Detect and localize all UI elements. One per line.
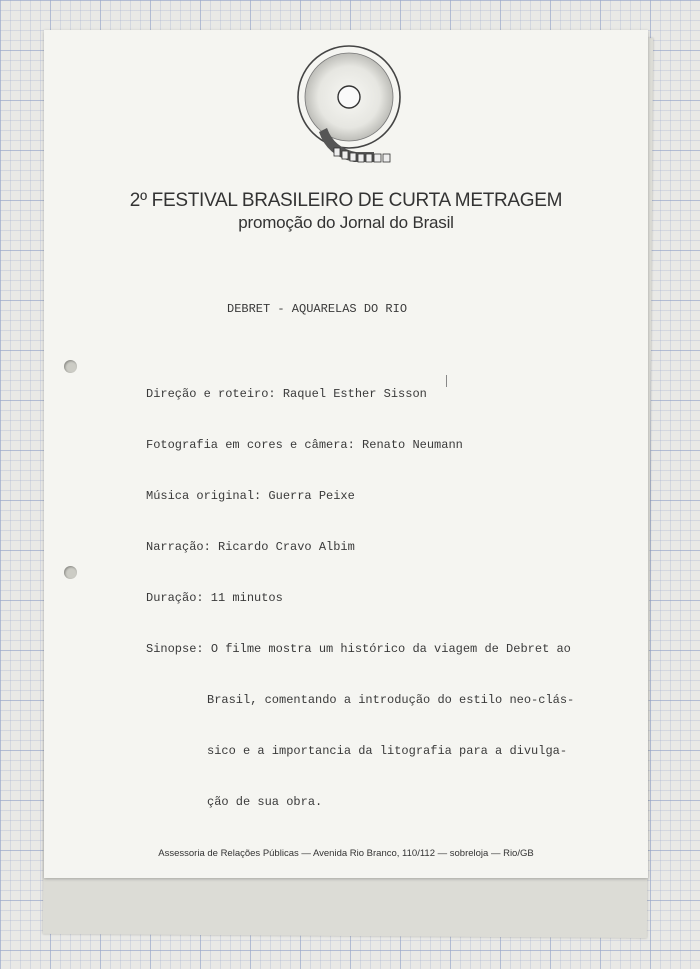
film-title: DEBRET - AQUARELAS DO RIO <box>227 302 408 316</box>
synopsis-first-line <box>146 641 574 658</box>
festival-logo <box>294 44 404 189</box>
credit-duration: Duração: 11 minutos <box>146 591 283 605</box>
punch-hole <box>64 566 77 579</box>
synopsis-text: O filme mostra um histórico da viagem de Debret ao <box>210 642 571 656</box>
credit-narration: Narração: Ricardo Cravo Albim <box>146 540 355 554</box>
credits-block <box>146 352 574 845</box>
synopsis-text: sico e a importancia da litografia para a divulga- <box>207 744 568 758</box>
pencil-mark <box>446 375 447 387</box>
credit-photography: Fotografia em cores e câmera: Renato Neumann <box>146 438 463 452</box>
festival-subtitle: promoção do Jornal do Brasil <box>238 213 454 232</box>
credit-music: Música original: Guerra Peixe <box>146 489 355 503</box>
credit-direction: Direção e roteiro: Raquel Esther Sisson <box>146 387 427 401</box>
footer-address: Assessoria de Relações Públicas — Avenida Rio Branco, 110/112 — sobreloja — Rio/GB <box>158 848 534 859</box>
synopsis-text: Brasil, comentando a introdução do estilo neo-clás- <box>207 693 575 707</box>
synopsis-text: ção de sua obra. <box>207 795 323 809</box>
punch-hole <box>64 360 77 373</box>
document-page <box>44 30 648 878</box>
synopsis-label: Sinopse: <box>146 642 204 656</box>
festival-title: 2º FESTIVAL BRASILEIRO DE CURTA METRAGEM <box>129 190 563 211</box>
